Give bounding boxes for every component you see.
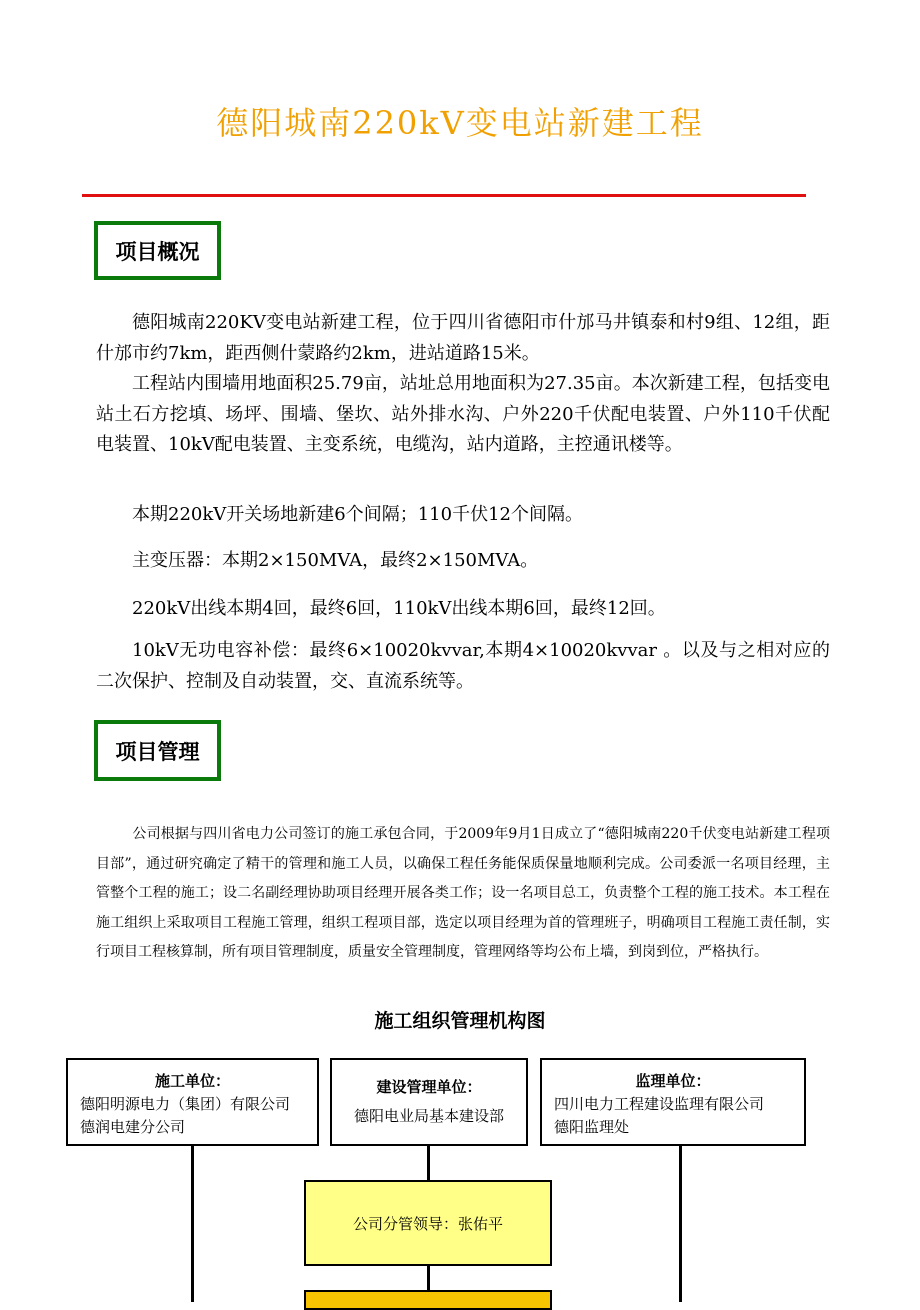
- org-connector-line: [191, 1146, 194, 1302]
- section-heading-management: 项目管理: [94, 720, 221, 781]
- org-box-line: 四川电力工程建设监理有限公司: [554, 1095, 765, 1113]
- org-chart-title: 施工组织管理机构图: [374, 1010, 546, 1032]
- org-box-line: 德阳明源电力（集团）有限公司: [80, 1095, 291, 1113]
- org-box-construction-unit: [66, 1058, 319, 1146]
- management-paragraph-text: 公司根据与四川省电力公司签订的施工承包合同，于2009年9月1日成立了“德阳城南220千伏变电站新建工程项目部”，通过研究确定了精干的管理和施工人员，以确保工程任务能保质保量地顺利完成。公司委派一名项目经理，主管整个工程的施工；设二名副经理协助项目经理开展各类工作；设一名项目总工，负责整个工程的施工技术。本工程在施工组织上采取项目工程施工管理，组织工程项目部，选定以项目经理为首的管理班子，明确项目工程施工责任制，实行项目工程核算制，所有项目管理制度，质量安全管理制度，管理网络等均公布上墙，到岗到位，严格执行。: [96, 826, 830, 960]
- overview-paragraph-text: 本期220kV开关场地新建6个间隔；110千伏12个间隔。: [132, 504, 583, 525]
- org-connector-line: [679, 1146, 682, 1302]
- management-paragraph: [96, 820, 830, 968]
- org-box-next-level: [304, 1290, 552, 1310]
- overview-paragraph-text: 德阳城南220KV变电站新建工程，位于四川省德阳市什邡马井镇泰和村9组、12组，距什邡市约7km，距西侧什蒙路约2km，进站道路15米。: [96, 312, 830, 364]
- org-box-line: 德阳电业局基本建设部: [353, 1107, 504, 1125]
- overview-paragraph-scope: [96, 369, 830, 461]
- title-divider: [82, 194, 806, 197]
- section-heading-overview: 项目概况: [94, 221, 221, 280]
- org-box-owner-unit: [330, 1058, 528, 1146]
- overview-paragraph-text: 主变压器：本期2×150MVA，最终2×150MVA。: [132, 550, 539, 571]
- overview-paragraph-transformer: [96, 546, 830, 577]
- overview-paragraph-text: 工程站内围墙用地面积25.79亩，站址总用地面积为27.35亩。本次新建工程，包括变电站土石方挖填、场坪、围墙、堡坎、站外排水沟、户外220千伏配电装置、户外110千伏配电装置、10kV配电装置、主变系统，电缆沟，站内道路，主控通讯楼等。: [96, 373, 830, 455]
- org-box-heading: 建设管理单位：: [376, 1078, 482, 1096]
- overview-paragraph-outlines: [96, 594, 830, 625]
- org-box-heading: 施工单位：: [154, 1072, 230, 1090]
- overview-paragraph-location: [96, 308, 830, 369]
- overview-paragraph-text: 10kV无功电容补偿：最终6×10020kvvar,本期4×10020kvvar 。以及与之相对应的二次保护、控制及自动装置，交、直流系统等。: [96, 640, 830, 692]
- org-box-heading: 监理单位：: [635, 1072, 711, 1090]
- overview-paragraph-text: 220kV出线本期4回，最终6回，110kV出线本期6回，最终12回。: [132, 598, 666, 619]
- overview-paragraph-compensation: [96, 636, 830, 697]
- overview-paragraph-bays: [96, 500, 830, 531]
- org-box-line: 德润电建分公司: [80, 1118, 186, 1136]
- org-box-supervision-unit: [540, 1058, 806, 1146]
- org-box-line: 德阳监理处: [554, 1118, 630, 1136]
- org-box-company-leader: 公司分管领导：张佑平: [304, 1180, 552, 1266]
- document-title: 德阳城南220kV变电站新建工程: [216, 104, 704, 142]
